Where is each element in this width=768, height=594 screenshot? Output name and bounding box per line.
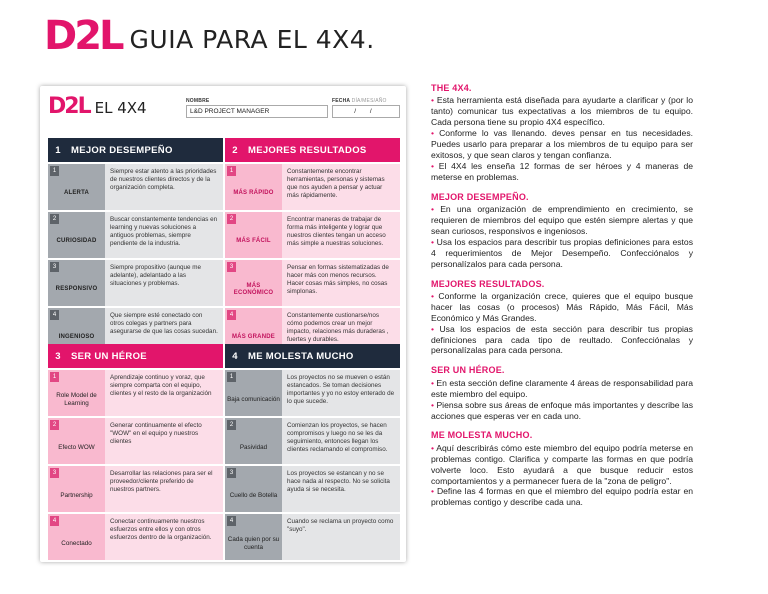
bullet-icon: • [431, 442, 435, 453]
row-label: Role Model de Learning [56, 392, 97, 407]
guide-heading: ME MOLESTA MUCHO. [431, 430, 533, 441]
row-number: 3 [50, 468, 59, 478]
card-header [48, 96, 147, 118]
row-label: MÁS RÁPIDO [233, 190, 274, 197]
guide-paragraph: • El 4X4 les enseña 12 formas de ser héroes y 4 maneras de meterse en problemas. [431, 160, 694, 182]
section-2 [225, 138, 400, 354]
section-row [48, 370, 223, 416]
guide-paragraph: • Define las 4 formas en que el miembro del equipo podría estar en problemas contigo y describe cada una. [431, 486, 694, 508]
row-description[interactable]: Siempre estar atento a las prioridades de nuestros clientes directos y de la organización completa. [105, 164, 223, 210]
section-row [225, 164, 400, 210]
guide-block [431, 279, 693, 357]
row-label-cell [225, 418, 282, 464]
section-row [225, 418, 400, 464]
row-number: 4 [227, 310, 236, 320]
section-row [48, 514, 223, 560]
row-label-cell [48, 370, 105, 416]
section-title: MEJOR DESEMPEÑO [71, 144, 173, 156]
section-title: SER UN HÉROE [71, 350, 147, 362]
guide-block [431, 83, 693, 183]
row-label: RESPONSIVO [55, 286, 98, 293]
guide-paragraph: • En esta sección define claramente 4 áreas de responsabilidad para este miembro del equipo. [431, 377, 694, 399]
row-number: 1 [50, 166, 59, 176]
guide-paragraph: • Piensa sobre sus áreas de enfoque más importantes y describe las acciones que esperas ver en cada uno. [431, 399, 693, 421]
row-description[interactable]: Conectar continuamente nuestros esfuerzos entre ellos y con otros esfuerzos dentro de la organización. [105, 514, 223, 560]
name-field [186, 98, 328, 118]
row-label: MÁS FÁCIL [236, 238, 271, 245]
row-label-cell [48, 418, 105, 464]
section-title: ME MOLESTA MUCHO [248, 350, 354, 362]
page-header [44, 12, 375, 59]
row-description[interactable]: Cuando se reclama un proyecto como "suyo". [282, 514, 400, 560]
bullet-icon: • [431, 204, 435, 215]
section-row [48, 212, 223, 258]
row-label: Efecto WOW [58, 444, 95, 452]
row-label-cell [225, 370, 282, 416]
name-label: NOMBRE [186, 98, 210, 104]
bullet-icon: • [431, 323, 435, 334]
row-label: ALERTA [63, 190, 90, 197]
row-number: 2 [50, 420, 59, 430]
row-label: Cuello de Botella [229, 492, 278, 500]
row-label: Partnership [60, 492, 93, 500]
section-3 [48, 344, 223, 560]
section-number: 1 [55, 144, 61, 156]
row-number: 2 [50, 214, 59, 224]
row-label: MÁS ECONÓMICO [233, 282, 274, 296]
row-description[interactable]: Que siempre esté conectado con otros colegas y partners para asegurarse de que las cosas sucedan. [105, 308, 223, 354]
date-format-label: DÍA/MES/AÑO [351, 98, 387, 104]
row-number: 4 [227, 516, 236, 526]
guide-paragraph: • En una organización de emprendimiento en crecimiento, se requieren de miembros del equipo que estén siempre alertas y que sean curiosos, responsivos e ingeniosos. [431, 204, 694, 236]
row-description[interactable]: Comienzan los proyectos, se hacen compromisos y luego no se les da seguimiento, entonces llegan los clientes reclamando el compromiso. [282, 418, 400, 464]
row-description[interactable]: Constantemente encontrar herramientas, personas y sistemas que nos ayuden a pensar y actuar más rápidamente. [282, 164, 400, 210]
date-value[interactable]: / / [332, 105, 400, 118]
section-header [48, 344, 223, 368]
bullet-icon: • [431, 128, 435, 139]
card-d2l-logo: D2L [48, 94, 90, 119]
guide-block [431, 192, 693, 270]
row-label: Cada quien por su cuenta [227, 536, 280, 551]
bullet-icon: • [431, 160, 435, 171]
section-number: 2 [232, 144, 238, 156]
guide-paragraph: • Aquí describirás cómo este miembro del equipo podría meterse en problemas contigo. Clarifica y comparte las formas en que podría volverte loco. Esto ayudará a que busque reducir estos comportamientos y a permanecer fuera de la "zona de peligro". [431, 442, 693, 486]
row-label: CURIOSIDAD [56, 238, 97, 245]
d2l-logo: D2L [44, 13, 122, 59]
section-row [48, 164, 223, 210]
row-label-cell [48, 212, 105, 258]
date-label: FECHA DÍA/MES/AÑO [332, 98, 387, 104]
row-description[interactable]: Generar continuamente el efecto "WOW" en el equipo y nuestros clientes [105, 418, 223, 464]
row-description[interactable]: Aprendizaje continuo y voraz, que siempre comparta con el equipo, clientes y el resto de la organización [105, 370, 223, 416]
name-value[interactable]: L&D PROJECT MANAGER [186, 105, 328, 118]
guide-paragraph: • Conforme lo vas llenando. deves pensar en tus necesidades. Puedes usarlo para preparar a los miembros de tu equipo para ser exitosos, y que sean claros y tengan confianza. [431, 128, 694, 160]
row-label-cell [48, 466, 105, 512]
guide-text [431, 83, 693, 517]
guide-paragraph: • Esta herramienta está diseñada para ayudarte a clarificar y (por lo tanto) comunicar tus expectativas a los miembros de tu equipo. Cada persona tiene su propio 4X4 específico. [431, 95, 693, 128]
row-number: 1 [227, 372, 236, 382]
row-description[interactable]: Los proyectos no se mueven o están estancados. Se toman decisiones importantes y yo no estoy enterado de lo que sucede. [282, 370, 400, 416]
guide-heading: SER UN HÉROE. [431, 365, 505, 376]
section-row [225, 514, 400, 560]
guide-heading: THE 4X4. [431, 83, 472, 93]
guide-paragraph: • Usa los espacios de esta sección para describir tus propias definiciones para cada tipo de reultado. Confecciónalas y personalízalas para cada persona. [431, 323, 693, 356]
row-label-cell [225, 164, 282, 210]
section-number: 3 [55, 350, 61, 362]
row-description[interactable]: Siempre propositivo (aunque me adelante), adelantado a las situaciones y problemas. [105, 260, 223, 306]
row-description[interactable]: Encontrar maneras de trabajar de forma más inteligente y lograr que nuestros clientes tengan un acceso más simple a nuestras soluciones. [282, 212, 400, 258]
row-number: 3 [50, 262, 59, 272]
row-label-cell [225, 260, 282, 306]
row-number: 3 [227, 468, 236, 478]
section-header [225, 138, 400, 162]
row-number: 4 [50, 310, 59, 320]
row-description[interactable]: Buscar constantemente tendencias en learning y nuevas soluciones a antiguos problemas, siempre pendiente de la industria. [105, 212, 223, 258]
section-row [225, 370, 400, 416]
bullet-icon: • [431, 486, 435, 497]
row-number: 1 [50, 372, 59, 382]
guide-heading: MEJORES RESULTADOS. [431, 278, 545, 289]
row-label: INGENIOSO [58, 334, 95, 341]
bullet-icon: • [431, 236, 435, 247]
row-description[interactable]: Los proyectos se estancan y no se hace nada al respecto. No se solicita ayuda si se necesita. [282, 466, 400, 512]
guide-heading: MEJOR DESEMPEÑO. [431, 191, 529, 202]
section-number: 4 [232, 350, 238, 362]
bullet-icon: • [431, 377, 435, 388]
section-header [48, 138, 223, 162]
row-label: Baja comunicación [227, 396, 280, 404]
section-row [225, 466, 400, 512]
four-by-four-card [40, 86, 406, 562]
card-title: EL 4X4 [94, 99, 147, 117]
row-number: 1 [227, 166, 236, 176]
row-description[interactable]: Constantemente custionarse/nos cómo podemos crear un mejor impacto, relaciones más duraderas , fuertes y durables. [282, 308, 400, 354]
row-label: Conectado [61, 540, 92, 548]
section-1 [48, 138, 223, 354]
bullet-icon: • [431, 399, 435, 410]
section-4 [225, 344, 400, 560]
section-header [225, 344, 400, 368]
row-number: 4 [50, 516, 59, 526]
row-label-cell [48, 514, 105, 560]
row-label: MÁS GRANDE [231, 334, 275, 341]
guide-block [431, 430, 693, 508]
page-title: GUIA PARA EL 4X4. [129, 25, 375, 54]
row-description[interactable]: Pensar en formas sistematizadas de hacer más con menos recursos. Hacer cosas más simples, no cosas simplonas. [282, 260, 400, 306]
bullet-icon: • [431, 95, 435, 106]
date-field [332, 98, 400, 118]
guide-paragraph: • Usa los espacios para describir tus propias definiciones para estos 4 requerimientos de Mejor Desempeño. Confecciónalos y personalízalos para cada persona. [431, 236, 694, 269]
row-label-cell [48, 260, 105, 306]
row-label-cell [225, 514, 282, 560]
section-row [225, 212, 400, 258]
row-label-cell [225, 212, 282, 258]
section-row [48, 418, 223, 464]
row-label-cell [225, 466, 282, 512]
guide-paragraph: • Conforme la organización crece, quieres que el equipo busque hacer las cosas (o procesos) Más Rápido, Más Fácil, Más Económico y Más Grandes. [431, 290, 693, 323]
section-title: MEJORES RESULTADOS [248, 144, 367, 156]
row-label: Pasividad [239, 444, 268, 452]
bullet-icon: • [431, 290, 435, 301]
guide-block [431, 365, 693, 421]
row-number: 2 [227, 214, 236, 224]
row-number: 3 [227, 262, 236, 272]
row-description[interactable]: Desarrollar las relaciones para ser el proveedor/cliente preferido de nuestros partners. [105, 466, 223, 512]
section-row [48, 466, 223, 512]
section-row [48, 260, 223, 306]
row-label-cell [48, 164, 105, 210]
section-row [225, 260, 400, 306]
row-number: 2 [227, 420, 236, 430]
